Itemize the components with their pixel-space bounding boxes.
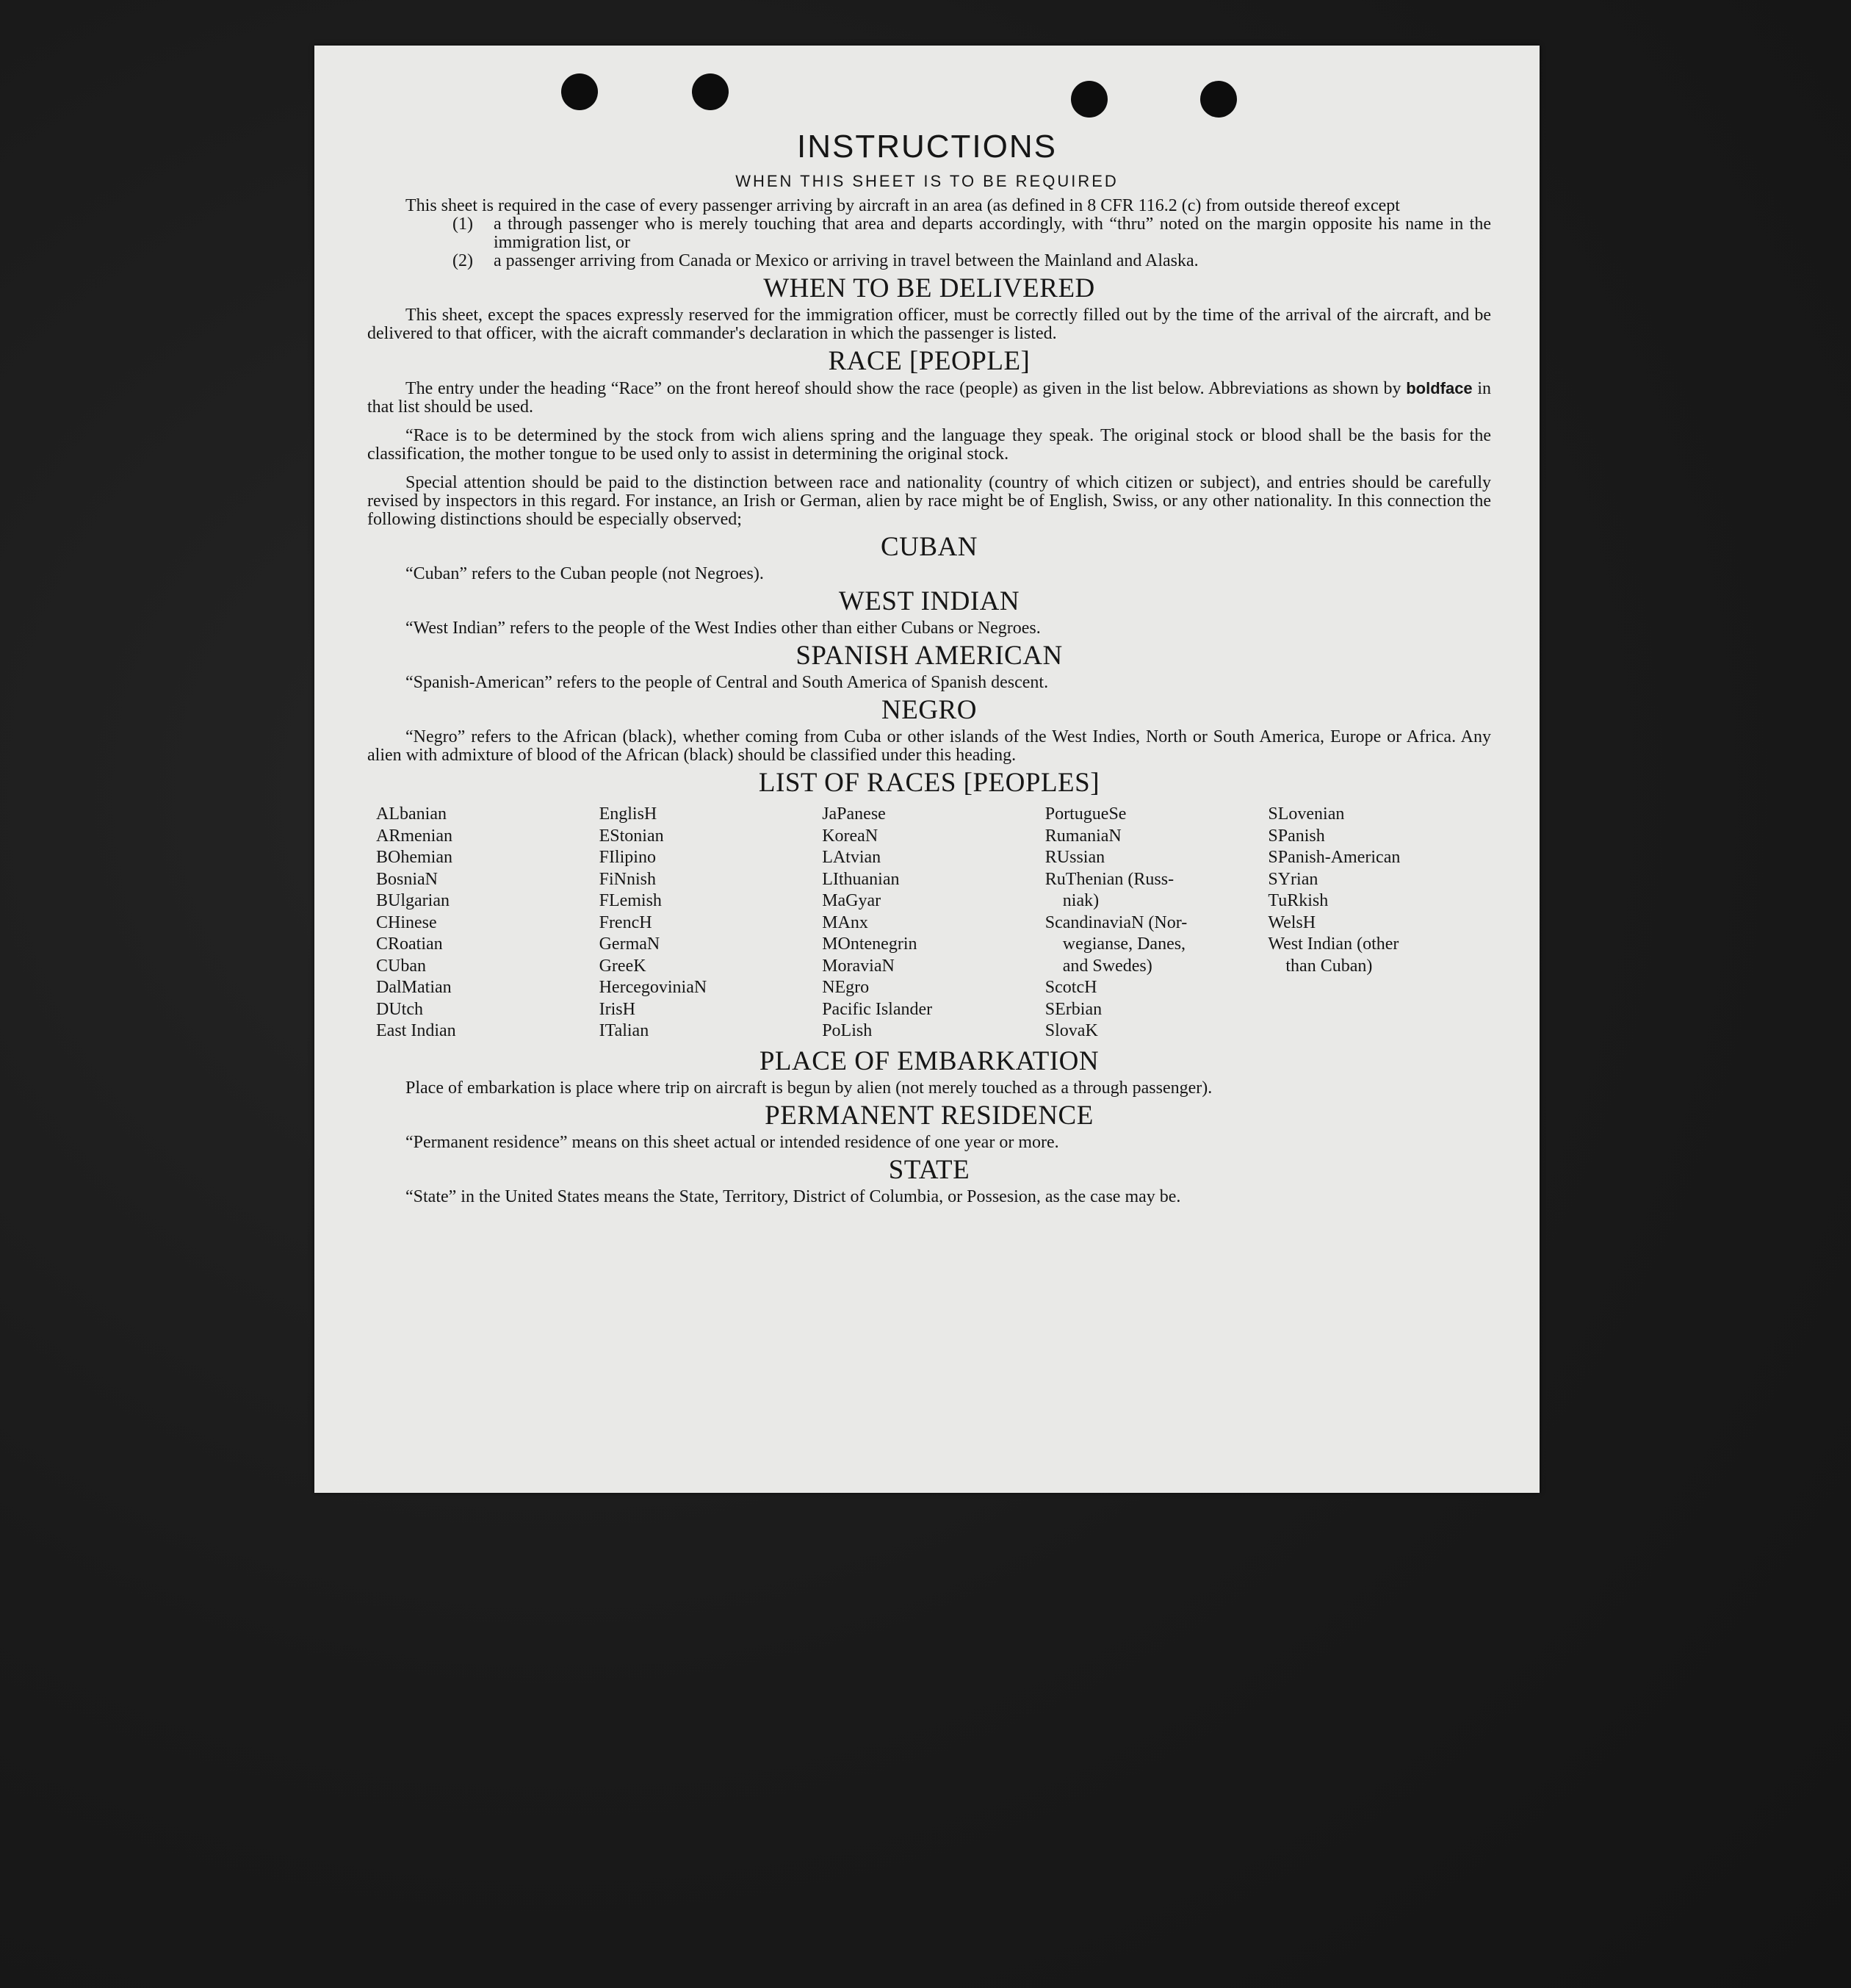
section-heading-delivered: WHEN TO BE DELIVERED [763,273,1095,303]
negro-text: “Negro” refers to the African (black), whether coming from Cuba or other islands of the West Indies, North or South America, Europe or Africa. Any alien with admixture of blood of the African (black) should be classified under this heading. [367,727,1491,765]
cuban-text: “Cuban” refers to the Cuban people (not Negroes). [405,564,764,583]
instruction-sheet [314,46,1540,1493]
race-entry: WelsH [1268,912,1316,932]
race-entry: SErbian [1044,999,1103,1019]
section-heading-spanish-american: SPANISH AMERICAN [795,641,1063,671]
race-entry: FrencH [599,912,652,932]
race-entry: ARmenian [376,826,452,846]
race-entry: MaGyar [822,891,881,910]
race-entry: ITalian [599,1021,649,1040]
race-entry: MAnx [822,912,868,932]
race-entry-continuation: than Cuban) [1285,956,1373,976]
race-entry: GermaN [599,934,660,954]
exception-text: a passenger arriving from Canada or Mexico or arriving in travel between the Mainland and Alaska. [494,251,1199,270]
punch-hole [692,73,729,110]
race-paragraph-2: “Race is to be determined by the stock from wich aliens spring and the language they speak. The original stock or blood shall be the basis for the classification, the mother tongue to be used only to assist in determining the original stock. [367,426,1491,464]
race-entry: ScotcH [1044,978,1097,997]
race-entry: ALbanian [376,804,447,824]
page-title: INSTRUCTIONS [797,129,1057,165]
race-entry: FiNnish [599,869,656,889]
race-entry: West Indian (other [1268,934,1399,954]
punch-hole [1200,81,1237,118]
exception-number: (2) [452,251,473,270]
race-entry: SLovenian [1268,804,1345,824]
race-column [1268,804,1491,1042]
exception-item [452,252,1491,270]
race-entry: DUtch [376,999,423,1019]
race-entry: KoreaN [822,826,878,846]
section-heading-state: STATE [888,1154,970,1185]
section-heading-negro: NEGRO [881,695,977,725]
race-entry: SPanish-American [1268,848,1401,867]
state-text: “State” in the United States means the State, Territory, District of Columbia, or Possesion, as the case may be. [405,1186,1181,1206]
race-entry: EStonian [599,826,664,846]
race-entry: GreeK [599,956,646,976]
race-entry: DalMatian [376,978,452,997]
race-entry: MoraviaN [822,956,895,976]
race-entry: RumaniaN [1044,826,1122,846]
race-column [599,804,823,1042]
race-entry: RUssian [1044,848,1105,867]
race-entry-continuation: niak) [1062,891,1100,910]
page-subtitle: WHEN THIS SHEET IS TO BE REQUIRED [735,172,1119,190]
race-entry: LIthuanian [822,869,900,889]
race-entry: RuThenian (Russ- [1044,869,1175,889]
section-heading-west-indian: WEST INDIAN [838,586,1020,616]
boldface-word: boldface [1406,379,1473,397]
race-list [376,804,1491,1042]
race-entry: FIlipino [599,848,656,867]
race-entry: IrisH [599,999,635,1019]
race-entry: CUban [376,956,426,976]
race-entry: NEgro [822,978,870,997]
race-entry: East Indian [376,1021,456,1040]
race-entry: BosniaN [376,869,438,889]
race-entry-continuation: wegianse, Danes, [1062,934,1186,954]
punch-hole [1071,81,1108,118]
race-entry: PoLish [822,1021,873,1040]
race-entry: FLemish [599,891,662,910]
race-paragraph-3: Special attention should be paid to the distinction between race and nationality (country of which citizen or subject), and entries should be carefully revised by inspectors in this regard. For instance, an Irish or German, alien by race might be of English, Swiss, or any other nationality. In this connection the following distinctions should be especially observed; [367,473,1491,529]
race-column [1045,804,1269,1042]
exception-number: (1) [452,215,473,234]
race-entry: SYrian [1268,869,1318,889]
exception-text: a through passenger who is merely touching that area and departs accordingly, with “thru” noted on the margin opposite his name in the immigration list, or [494,215,1491,252]
race-entry: HercegoviniaN [599,978,707,997]
spanish-american-text: “Spanish-American” refers to the people of Central and South America of Spanish descent. [405,673,1049,692]
section-heading-embarkation: PLACE OF EMBARKATION [759,1045,1100,1076]
race-entry: EnglisH [599,804,657,824]
race-entry: ScandinaviaN (Nor- [1044,912,1188,932]
race-entry: PortugueSe [1044,804,1127,824]
section-heading-race: RACE [PEOPLE] [828,346,1031,376]
embarkation-text: Place of embarkation is place where trip on aircraft is begun by alien (not merely touched as a through passenger). [405,1078,1213,1098]
race-entry: CRoatian [376,934,443,954]
required-intro: This sheet is required in the case of every passenger arriving by aircraft in an area (as defined in 8 CFR 116.2 (c) from outside thereof except [405,196,1400,215]
punch-hole [561,73,598,110]
section-heading-cuban: CUBAN [880,532,978,562]
race-column [376,804,599,1042]
section-heading-list-of-races: LIST OF RACES [PEOPLES] [758,768,1100,798]
race-entry: MOntenegrin [822,934,917,954]
race-entry: TuRkish [1268,891,1329,910]
race-entry: LAtvian [822,848,881,867]
race-entry: SPanish [1268,826,1325,846]
race-entry: SlovaK [1044,1021,1098,1040]
exception-item [452,215,1491,252]
race-entry: JaPanese [822,804,886,824]
race-entry-continuation: and Swedes) [1062,956,1152,976]
race-paragraph-1: The entry under the heading “Race” on the front hereof should show the race (people) as given in the list below. Abbreviations as shown by boldface in that list should be used. [367,379,1491,417]
race-entry: Pacific Islander [822,999,933,1019]
delivered-text: This sheet, except the spaces expressly reserved for the immigration officer, must be correctly filled out by the time of the arrival of the aircraft, and be delivered to that officer, with the aicraft commander's declaration in which the passenger is listed. [367,306,1491,343]
race-entry: BUlgarian [376,891,450,910]
west-indian-text: “West Indian” refers to the people of the West Indies other than either Cubans or Negroes. [405,619,1041,638]
race-entry: BOhemian [376,848,452,867]
race-entry: CHinese [376,912,437,932]
race-column [822,804,1045,1042]
section-heading-residence: PERMANENT RESIDENCE [765,1100,1094,1131]
residence-text: “Permanent residence” means on this sheet actual or intended residence of one year or more. [405,1132,1059,1152]
instructions-body [367,197,1491,1206]
